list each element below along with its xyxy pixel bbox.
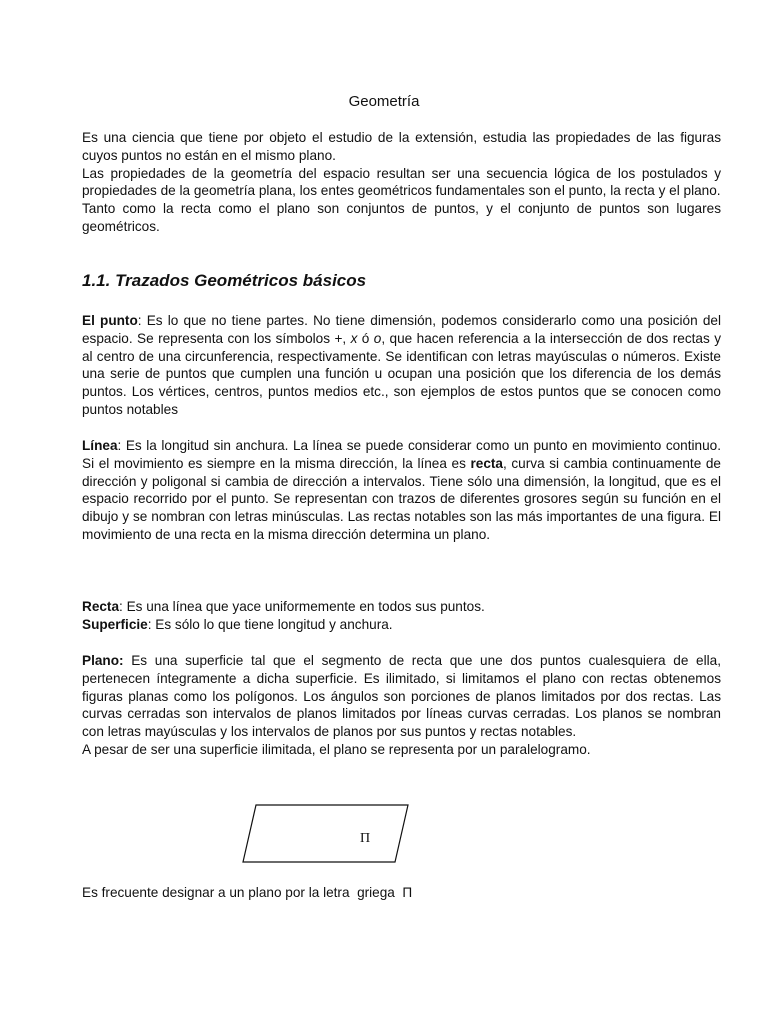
section-heading: 1.1. Trazados Geométricos básicos: [82, 271, 367, 290]
intro-paragraph: [82, 129, 721, 236]
plano-paragraph: [82, 652, 721, 759]
linea-paragraph: [82, 437, 721, 544]
intro-text-3: Tanto como la recta como el plano son conjuntos de puntos, y el conjunto de puntos son lugares geométricos.: [82, 201, 721, 234]
linea-text: : Es la longitud sin anchura. La línea se puede considerar como un punto en movimiento continuo. Si el movimiento es siempre en la misma dirección, la línea es: [82, 438, 721, 471]
punto-term: El punto: [82, 313, 138, 328]
superficie-paragraph: [82, 616, 721, 634]
punto-text: : Es lo que no tiene partes. No tiene dimensión, podemos considerarlo como una posición del espacio. Se representa con los símbolos +,: [82, 313, 721, 346]
page-title: Geometría: [348, 93, 420, 110]
superficie-term: Superficie: [82, 617, 148, 632]
punto-paragraph: [82, 312, 721, 419]
punto-symbol-o: o: [373, 330, 382, 346]
linea-term: Línea: [82, 438, 118, 453]
linea-text-end: , curva si cambia continuamente de dirección y poligonal si cambia de dirección a intervalos. Tiene sólo una dimensión, la longitud, que es el espacio recorrido por el punto. Se representan con trazos de diferentes grosores según su función en el dibujo y se nombran con letras minúsculas. Las rectas notables son las más importantes de una figura. El movimiento de una recta en la misma dirección determina un plano.: [82, 455, 721, 542]
plano-text: Es una superficie tal que el segmento de recta que une dos puntos cualesquiera de ella, pertenecen íntegramente a dicha superficie. Es ilimitado, si limitamos el plano con rectas obtenemos figuras planas como los polígonos. Los ángulos son porciones de planos limitados por dos rectas. Las curvas cerradas son intervalos de planos limitados por líneas curvas cerradas. Los planos se nombran con letras mayúsculas y los intervalos de planos por sus puntos y rectas notables.: [82, 653, 721, 740]
plane-label: Π: [360, 831, 371, 846]
parallelogram-figure: [238, 800, 413, 866]
superficie-text: : Es sólo lo que tiene longitud y anchura.: [147, 617, 393, 632]
plano-term: Plano:: [82, 653, 124, 668]
recta-paragraph: [82, 598, 721, 616]
linea-recta-term: recta: [470, 455, 503, 471]
recta-term: Recta: [82, 599, 120, 614]
punto-symbol-x: x: [350, 330, 358, 346]
parallelogram-shape: [243, 805, 408, 862]
plano-text-2: A pesar de ser una superficie ilimitada, el plano se representa por un paralelogramo.: [82, 741, 591, 757]
intro-text-2: Las propiedades de la geometría del espacio resultan ser una secuencia lógica de los postulados y propiedades de la geometría plana, los entes geométricos fundamentales son el punto, la recta y el plano.: [82, 165, 721, 199]
intro-text-1: Es una ciencia que tiene por objeto el estudio de la extensión, estudia las propiedades de las figuras cuyos puntos no están en el mismo plano.: [82, 130, 721, 163]
recta-text: : Es una línea que yace uniformemente en todos sus puntos.: [119, 599, 485, 614]
punto-text-mid: ó: [357, 330, 374, 346]
punto-text-end: , que hacen referencia a la intersección de dos rectas y al centro de una circunferencia, respectivamente. Se identifican con letras mayúsculas o números. Existe una serie de puntos que cumplen una función u ocupan una posición que los diferencia de los demás puntos. Los vértices, centros, puntos medios etc., son ejemplos de estos puntos que se conocen como puntos notables: [82, 330, 721, 417]
figure-caption: Es frecuente designar a un plano por la letra griega Π: [82, 885, 413, 900]
